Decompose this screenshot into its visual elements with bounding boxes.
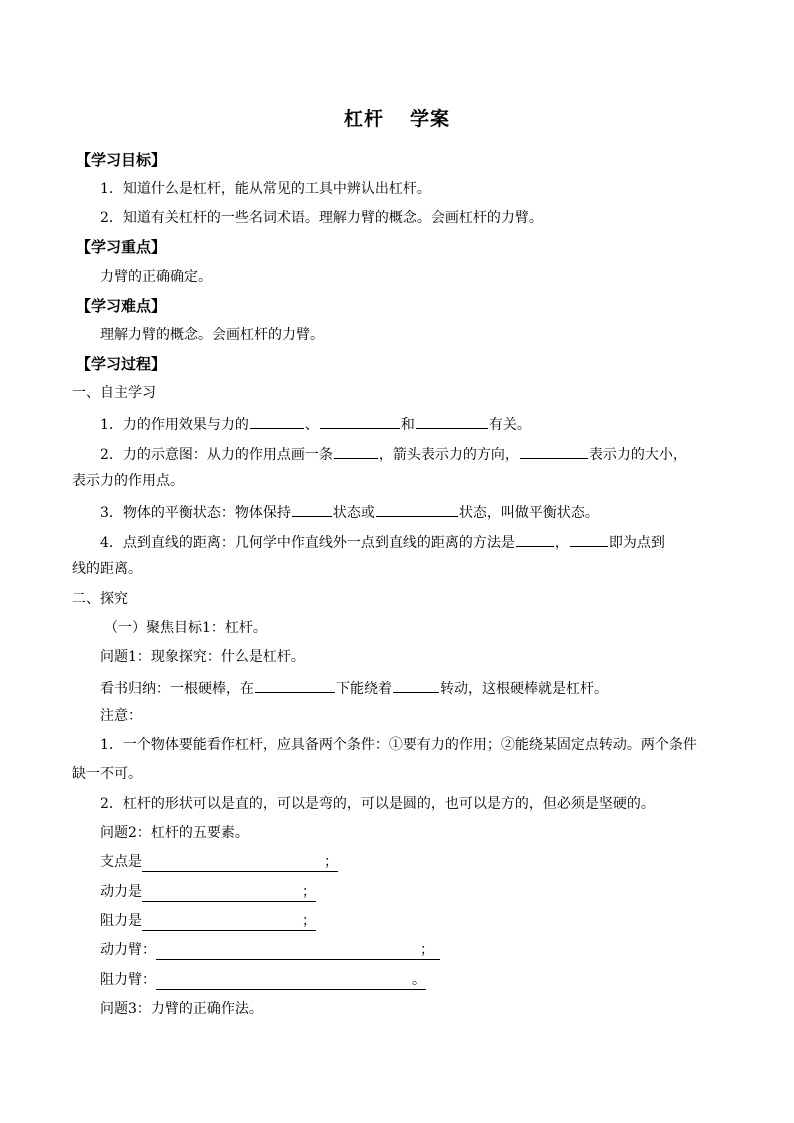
effort-blank[interactable]: ；: [142, 884, 316, 902]
question-3: 3．物体的平衡状态：物体保持 状态或 状态，叫做平衡状态。: [100, 501, 760, 522]
effort-arm-blank[interactable]: ；: [156, 942, 440, 960]
question-4: 4．点到直线的距离：几何学中作直线外一点到直线的距离的方法是 ， 即为点到: [100, 531, 760, 552]
title-sub: 学案: [410, 108, 451, 130]
key-point: 力臂的正确确定。: [100, 269, 212, 285]
load-blank[interactable]: ；: [142, 913, 316, 931]
question-2-cont: 表示力的作用点。: [72, 473, 184, 489]
part1-heading: 一、自主学习: [72, 385, 156, 401]
problem-3: 问题3：力臂的正确作法。: [100, 1001, 263, 1017]
blank-field[interactable]: [520, 443, 588, 459]
question-2: 2．力的示意图：从力的作用点画一条 ，箭头表示力的方向， 表示力的大小，: [100, 443, 760, 464]
load-arm-blank[interactable]: 。: [156, 972, 426, 990]
question-4-cont: 线的距离。: [72, 561, 142, 577]
fulcrum-blank[interactable]: ；: [142, 854, 338, 872]
difficulty-heading: 【学习难点】: [76, 297, 167, 315]
blank-field[interactable]: [334, 443, 378, 459]
blank-field[interactable]: [516, 531, 554, 547]
effort-arm-line: 动力臂： ；: [100, 941, 760, 959]
focus-1: （一）聚焦目标1：杠杆。: [104, 620, 267, 636]
load-arm-line: 阻力臂： 。: [100, 972, 426, 988]
blank-field[interactable]: [393, 677, 439, 693]
blank-field[interactable]: [250, 413, 304, 429]
blank-field[interactable]: [570, 531, 608, 547]
note-1: 1．一个物体要能看作杠杆，应具备两个条件：①要有力的作用；②能绕某固定点转动。两个条件: [100, 737, 697, 753]
blank-field[interactable]: [255, 677, 335, 693]
blank-field[interactable]: [416, 413, 488, 429]
part2-heading: 二、探究: [72, 591, 128, 607]
process-heading: 【学习过程】: [76, 355, 167, 373]
effort-line: 动力是 ；: [100, 884, 316, 900]
question-1: 1．力的作用效果与力的 、 和 有关。: [100, 413, 760, 434]
goal-2: 2．知道有关杠杆的一些名词术语。理解力臂的概念。会画杠杆的力臂。: [100, 210, 543, 226]
page-title: [0, 104, 794, 131]
load-line: 阻力是 ；: [100, 913, 316, 929]
blank-field[interactable]: [320, 413, 400, 429]
note-heading: 注意：: [100, 708, 142, 724]
title-main: 杠杆: [343, 108, 384, 130]
goal-1: 1．知道什么是杠杆，能从常见的工具中辨认出杠杆。: [100, 181, 431, 197]
goals-heading: 【学习目标】: [76, 151, 167, 169]
summary-line: 看书归纳：一根硬棒，在 下能绕着 转动，这根硬棒就是杠杆。: [100, 677, 760, 698]
blank-field[interactable]: [292, 501, 332, 517]
difficulty-point: 理解力臂的概念。会画杠杆的力臂。: [100, 327, 324, 343]
problem-1: 问题1：现象探究：什么是杠杆。: [100, 649, 305, 665]
key-heading: 【学习重点】: [76, 238, 167, 256]
blank-field[interactable]: [376, 501, 458, 517]
problem-2: 问题2：杠杆的五要素。: [100, 825, 249, 841]
note-2: 2．杠杆的形状可以是直的，可以是弯的，可以是圆的，也可以是方的，但必须是坚硬的。: [100, 796, 655, 812]
fulcrum-line: 支点是 ；: [100, 854, 338, 870]
note-1-cont: 缺一不可。: [72, 766, 142, 782]
